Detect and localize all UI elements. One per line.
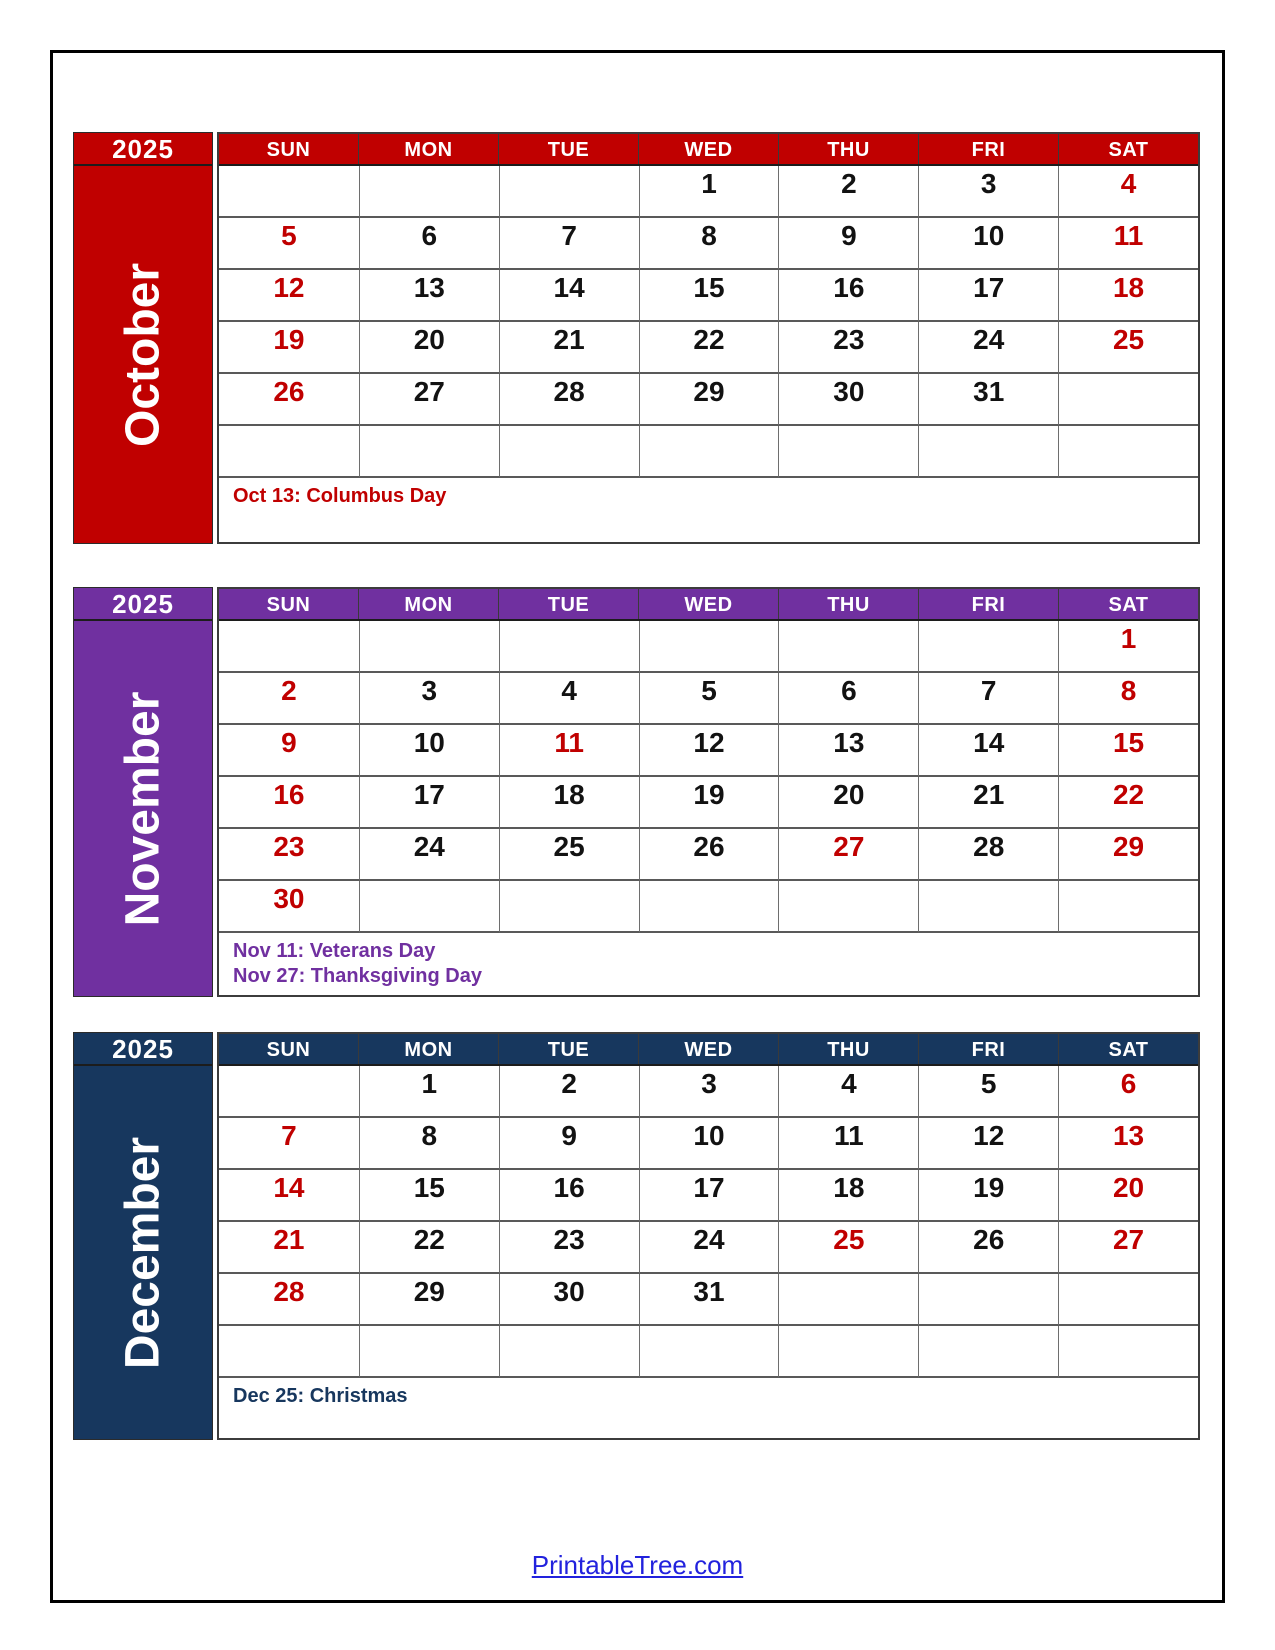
empty-date-cell — [359, 621, 499, 673]
month-column — [73, 132, 213, 544]
empty-date-cell — [918, 1274, 1058, 1326]
empty-date-cell — [778, 1326, 918, 1378]
date-cell: 13 — [1058, 1118, 1198, 1170]
date-cell: 19 — [639, 777, 779, 829]
date-cell: 18 — [499, 777, 639, 829]
date-cell: 19 — [918, 1170, 1058, 1222]
date-cell: 11 — [499, 725, 639, 777]
empty-date-cell — [1058, 881, 1198, 933]
day-header-sat: SAT — [1058, 1034, 1198, 1064]
date-cell: 23 — [499, 1222, 639, 1274]
date-cell: 8 — [1058, 673, 1198, 725]
date-cell: 12 — [219, 270, 359, 322]
date-cell: 23 — [219, 829, 359, 881]
date-cell: 5 — [639, 673, 779, 725]
date-cell: 1 — [359, 1066, 499, 1118]
day-header-tue: TUE — [498, 134, 638, 164]
empty-date-cell — [219, 1066, 359, 1118]
empty-date-cell — [499, 1326, 639, 1378]
month-grid — [217, 587, 1200, 997]
date-cell: 3 — [918, 166, 1058, 218]
holiday-notes — [219, 478, 1198, 542]
day-header-mon: MON — [358, 589, 498, 619]
date-cell: 20 — [1058, 1170, 1198, 1222]
day-header-sun: SUN — [266, 594, 311, 616]
day-header-sun: SUN — [266, 1039, 311, 1061]
day-header-thu: THU — [778, 1034, 918, 1064]
date-cell: 24 — [639, 1222, 779, 1274]
date-cell: 9 — [499, 1118, 639, 1170]
date-cell: 31 — [639, 1274, 779, 1326]
day-header-wed: WED — [638, 1034, 778, 1064]
empty-date-cell — [778, 621, 918, 673]
date-cell: 29 — [639, 374, 779, 426]
date-cell: 14 — [499, 270, 639, 322]
empty-date-cell — [918, 426, 1058, 478]
date-cell: 1 — [1058, 621, 1198, 673]
empty-date-cell — [639, 1326, 779, 1378]
empty-date-cell — [778, 881, 918, 933]
date-cell: 1 — [639, 166, 779, 218]
date-cell: 4 — [1058, 166, 1198, 218]
empty-date-cell — [1058, 374, 1198, 426]
date-cell: 10 — [639, 1118, 779, 1170]
date-cell: 10 — [359, 725, 499, 777]
empty-date-cell — [219, 621, 359, 673]
day-header-sun: SUN — [266, 139, 311, 161]
date-cell: 20 — [778, 777, 918, 829]
day-header-sat: SAT — [1058, 589, 1198, 619]
date-cell: 18 — [1058, 270, 1198, 322]
day-header-tue: TUE — [498, 1034, 638, 1064]
date-cell: 31 — [918, 374, 1058, 426]
date-cell: 28 — [918, 829, 1058, 881]
footer-link[interactable]: PrintableTree.com — [531, 1550, 744, 1580]
date-cell: 15 — [639, 270, 779, 322]
holiday-note: Oct 13: Columbus Day — [233, 485, 447, 507]
day-header-mon: MON — [358, 1034, 498, 1064]
date-cell: 9 — [778, 218, 918, 270]
date-cell: 8 — [639, 218, 779, 270]
date-cell: 17 — [639, 1170, 779, 1222]
day-header-thu: THU — [778, 589, 918, 619]
month-name-label: December — [116, 1136, 170, 1369]
date-cell: 17 — [359, 777, 499, 829]
empty-date-cell — [778, 1274, 918, 1326]
month-column — [73, 587, 213, 997]
date-cell: 6 — [359, 218, 499, 270]
month-name-label: November — [116, 691, 170, 926]
weeks-grid — [219, 166, 1198, 478]
month-grid — [217, 1032, 1200, 1440]
holiday-note: Nov 11: Veterans Day — [233, 940, 436, 962]
empty-date-cell — [499, 426, 639, 478]
date-cell: 5 — [918, 1066, 1058, 1118]
date-cell: 14 — [918, 725, 1058, 777]
page-border-frame — [50, 50, 1225, 1603]
empty-date-cell — [499, 166, 639, 218]
empty-date-cell — [918, 881, 1058, 933]
empty-date-cell — [639, 881, 779, 933]
holiday-notes — [219, 933, 1198, 995]
date-cell: 11 — [778, 1118, 918, 1170]
empty-date-cell — [1058, 1326, 1198, 1378]
day-header-wed: WED — [638, 589, 778, 619]
date-cell: 16 — [219, 777, 359, 829]
date-cell: 27 — [359, 374, 499, 426]
date-cell: 11 — [1058, 218, 1198, 270]
weeks-grid — [219, 621, 1198, 933]
date-cell: 3 — [639, 1066, 779, 1118]
date-cell: 28 — [499, 374, 639, 426]
year-label: 2025 — [74, 1033, 212, 1066]
empty-date-cell — [639, 426, 779, 478]
empty-date-cell — [359, 426, 499, 478]
date-cell: 9 — [219, 725, 359, 777]
empty-date-cell — [499, 621, 639, 673]
date-cell: 6 — [778, 673, 918, 725]
date-cell: 2 — [778, 166, 918, 218]
footer — [53, 1550, 1222, 1581]
month-name-block — [74, 166, 212, 543]
year-label: 2025 — [74, 588, 212, 621]
date-cell: 30 — [778, 374, 918, 426]
month-column — [73, 1032, 213, 1440]
date-cell: 22 — [359, 1222, 499, 1274]
date-cell: 16 — [499, 1170, 639, 1222]
empty-date-cell — [918, 1326, 1058, 1378]
date-cell: 18 — [778, 1170, 918, 1222]
calendar-december — [73, 1032, 1200, 1440]
date-cell: 28 — [219, 1274, 359, 1326]
empty-date-cell — [219, 166, 359, 218]
date-cell: 4 — [778, 1066, 918, 1118]
month-name-block — [74, 621, 212, 996]
empty-date-cell — [639, 621, 779, 673]
day-header-fri: FRI — [918, 134, 1058, 164]
holiday-note: Nov 27: Thanksgiving Day — [233, 965, 482, 987]
date-cell: 10 — [918, 218, 1058, 270]
date-cell: 29 — [359, 1274, 499, 1326]
month-name-label: October — [116, 262, 170, 447]
empty-date-cell — [1058, 1274, 1198, 1326]
date-cell: 15 — [1058, 725, 1198, 777]
month-name-block — [74, 1066, 212, 1439]
date-cell: 30 — [499, 1274, 639, 1326]
empty-date-cell — [918, 621, 1058, 673]
date-cell: 23 — [778, 322, 918, 374]
date-cell: 12 — [918, 1118, 1058, 1170]
day-header-thu: THU — [778, 134, 918, 164]
holiday-note: Dec 25: Christmas — [233, 1385, 408, 1407]
date-cell: 25 — [499, 829, 639, 881]
date-cell: 22 — [1058, 777, 1198, 829]
empty-date-cell — [359, 881, 499, 933]
date-cell: 5 — [219, 218, 359, 270]
date-cell: 21 — [499, 322, 639, 374]
year-label: 2025 — [74, 133, 212, 166]
date-cell: 22 — [639, 322, 779, 374]
date-cell: 24 — [359, 829, 499, 881]
date-cell: 17 — [918, 270, 1058, 322]
date-cell: 7 — [499, 218, 639, 270]
date-cell: 7 — [219, 1118, 359, 1170]
date-cell: 2 — [499, 1066, 639, 1118]
date-cell: 7 — [918, 673, 1058, 725]
date-cell: 2 — [219, 673, 359, 725]
date-cell: 26 — [918, 1222, 1058, 1274]
date-cell: 6 — [1058, 1066, 1198, 1118]
day-header-row — [219, 134, 1198, 166]
date-cell: 30 — [219, 881, 359, 933]
day-header-row — [219, 589, 1198, 621]
date-cell: 27 — [1058, 1222, 1198, 1274]
empty-date-cell — [778, 426, 918, 478]
date-cell: 13 — [359, 270, 499, 322]
date-cell: 27 — [778, 829, 918, 881]
empty-date-cell — [1058, 426, 1198, 478]
date-cell: 26 — [219, 374, 359, 426]
day-header-sat: SAT — [1058, 134, 1198, 164]
day-header-wed: WED — [638, 134, 778, 164]
empty-date-cell — [359, 1326, 499, 1378]
date-cell: 20 — [359, 322, 499, 374]
day-header-row — [219, 1034, 1198, 1066]
day-header-fri: FRI — [918, 1034, 1058, 1064]
date-cell: 13 — [778, 725, 918, 777]
date-cell: 4 — [499, 673, 639, 725]
date-cell: 24 — [918, 322, 1058, 374]
date-cell: 19 — [219, 322, 359, 374]
date-cell: 14 — [219, 1170, 359, 1222]
empty-date-cell — [359, 166, 499, 218]
date-cell: 21 — [219, 1222, 359, 1274]
date-cell: 16 — [778, 270, 918, 322]
date-cell: 12 — [639, 725, 779, 777]
date-cell: 21 — [918, 777, 1058, 829]
empty-date-cell — [219, 1326, 359, 1378]
date-cell: 26 — [639, 829, 779, 881]
day-header-fri: FRI — [918, 589, 1058, 619]
empty-date-cell — [219, 426, 359, 478]
date-cell: 29 — [1058, 829, 1198, 881]
date-cell: 25 — [1058, 322, 1198, 374]
month-grid — [217, 132, 1200, 544]
holiday-notes — [219, 1378, 1198, 1438]
calendar-november — [73, 587, 1200, 997]
date-cell: 3 — [359, 673, 499, 725]
day-header-mon: MON — [358, 134, 498, 164]
date-cell: 8 — [359, 1118, 499, 1170]
date-cell: 25 — [778, 1222, 918, 1274]
day-header-tue: TUE — [498, 589, 638, 619]
calendar-october — [73, 132, 1200, 544]
empty-date-cell — [499, 881, 639, 933]
date-cell: 15 — [359, 1170, 499, 1222]
weeks-grid — [219, 1066, 1198, 1378]
